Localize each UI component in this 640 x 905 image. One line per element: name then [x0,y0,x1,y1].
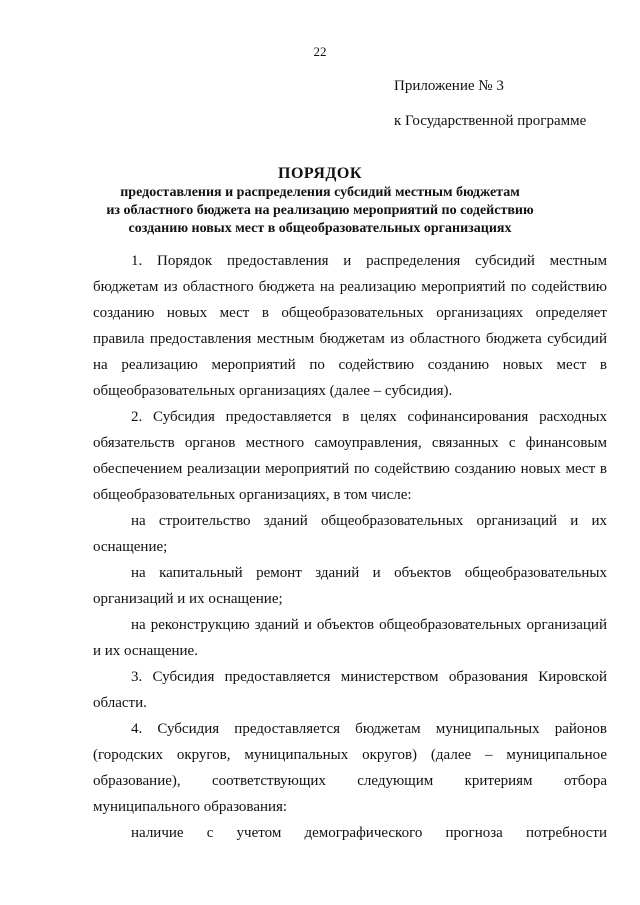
list-item-capital-repair: на капитальный ремонт зданий и объектов общеобразовательных организаций и их оснащение; [93,565,607,607]
paragraph-1: 1. Порядок предоставления и распределения субсидий местным бюджетам из областного бюджета на реализацию мероприятий по содействию созданию новых мест в общеобразовательных организациях определяет правила предоставления местным бюджетам из областного бюджета субсидий на реализацию мероприятий по содействию созданию новых мест в общеобразовательных организациях (далее – субсидия). [93,253,607,399]
title-subtitle-line-2: из областного бюджета на реализацию мероприятий по содействию [106,203,534,218]
appendix-program-label: к Государственной программе [394,113,587,129]
list-item-reconstruction: на реконструкцию зданий и объектов общеобразовательных организаций и их оснащение. [93,617,607,659]
paragraph-3: 3. Субсидия предоставляется министерством образования Кировской области. [93,669,607,711]
criteria-item-1: наличие с учетом демографического прогноза потребности [131,825,607,841]
title-subtitle-line-3: созданию новых мест в общеобразовательных организациях [128,221,512,236]
document-body [93,248,607,846]
list-item-construction: на строительство зданий общеобразовательных организаций и их оснащение; [93,513,607,555]
title-subtitle-line-1: предоставления и распределения субсидий местным бюджетам [120,185,520,200]
page-number: 22 [313,44,327,59]
document-title [60,164,580,238]
paragraph-4: 4. Субсидия предоставляется бюджетам муниципальных районов (городских округов, муниципальных округов) (далее – муниципальное образование), соответствующих следующим критериям отбора муниципального образования: [93,721,607,815]
appendix-label: Приложение № 3 [394,78,504,94]
paragraph-2: 2. Субсидия предоставляется в целях софинансирования расходных обязательств органов местного самоуправления, связанных с финансовым обеспечением реализации мероприятий по содействию созданию новых мест в общеобразовательных организациях, в том числе: [93,409,607,503]
title-main: ПОРЯДОК [278,165,362,182]
